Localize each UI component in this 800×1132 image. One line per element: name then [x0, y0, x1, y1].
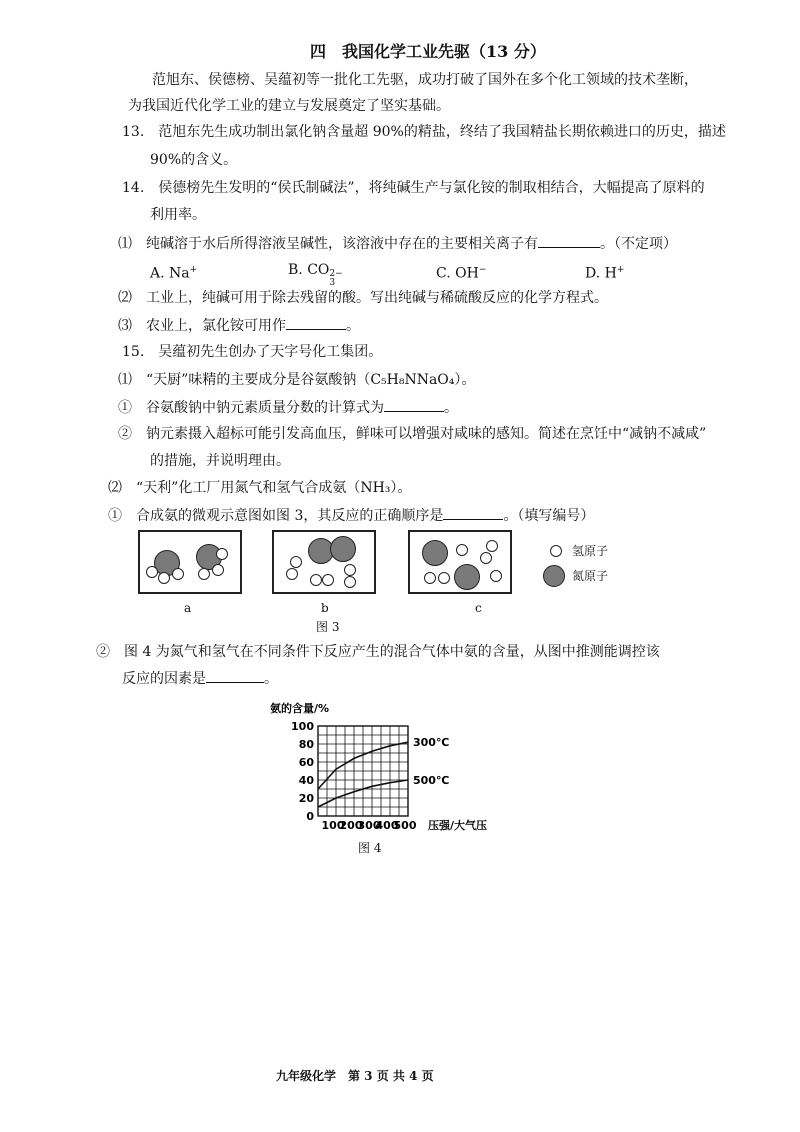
y-tick-label: 0 [306, 810, 314, 823]
diagram-label-b: b [321, 601, 329, 615]
question-15-1a [118, 397, 458, 418]
question-14-3 [118, 315, 360, 336]
question-15-2: ⑵ “天利”化工厂用氮气和氢气合成氨（NH₃）。 [108, 480, 412, 496]
chart-y-label: 氨的含量/% [270, 702, 330, 715]
diagram-label-c: c [475, 601, 482, 615]
question-14-2: ⑵ 工业上，纯碱可用于除去残留的酸。写出纯碱与稀硫酸反应的化学方程式。 [118, 290, 608, 306]
option-a[interactable]: A. Na+ [150, 265, 198, 282]
question-15-1: ⑴ “天厨”味精的主要成分是谷氨酸钠（C₅H₈NNaO₄）。 [118, 372, 476, 388]
answer-blank[interactable] [206, 668, 264, 683]
figure-caption: 图 4 [358, 841, 382, 855]
section-intro: 范旭东、侯德榜、吴蕴初等一批化工先驱，成功打破了国外在多个化工领域的技术垄断， [152, 72, 698, 88]
hydrogen-atom [490, 570, 502, 582]
hydrogen-atom [290, 556, 302, 568]
hydrogen-atom [212, 564, 224, 576]
x-tick-label: 400 [375, 819, 399, 832]
question-15-2b: ② 图 4 为氮气和氢气在不同条件下反应产生的混合气体中氨的含量，从图中推测能调控该 [96, 644, 660, 660]
x-tick-label: 500 [393, 819, 417, 832]
nitrogen-atom [454, 564, 480, 590]
hydrogen-atom [310, 574, 322, 586]
hydrogen-atom [424, 572, 436, 584]
answer-blank[interactable] [443, 505, 503, 520]
series-label: 500℃ [413, 774, 450, 787]
nitrogen-atom [422, 540, 448, 566]
hydrogen-atom [480, 552, 492, 564]
y-tick-label: 40 [298, 774, 314, 787]
page-footer: 九年级化学 第 3 页 共 4 页 [276, 1069, 434, 1083]
option-c[interactable]: C. OH− [436, 265, 487, 282]
question-text: 。（填写编号） [503, 508, 595, 524]
option-b[interactable]: B. CO 2− 3 [288, 262, 343, 288]
x-tick-label: 300 [357, 819, 381, 832]
hydrogen-atom [158, 572, 170, 584]
question-text: 。 [264, 671, 278, 687]
x-tick-label: 200 [339, 819, 363, 832]
question-text: ⑶ 农业上，氯化铵可用作 [118, 318, 286, 334]
hydrogen-atom [286, 568, 298, 580]
hydrogen-atom [456, 544, 468, 556]
answer-blank[interactable] [384, 397, 444, 412]
hydrogen-atom [438, 572, 450, 584]
question-text: ⑴ 纯碱溶于水后所得溶液呈碱性，该溶液中存在的主要相关离子有 [118, 236, 538, 252]
diagram-label-a: a [184, 601, 192, 615]
question-text: 。 [346, 318, 360, 334]
hydrogen-atom [146, 566, 158, 578]
answer-blank[interactable] [286, 315, 346, 330]
diagram-box-c [408, 530, 512, 594]
diagram-box-b [272, 530, 376, 594]
ammonia-yield-chart [262, 698, 512, 838]
question-13-cont: 90%的含义。 [150, 152, 238, 168]
legend-hydrogen-label: 氢原子 [572, 544, 609, 558]
diagram-box-a [138, 530, 242, 594]
chart-x-label: 压强/大气压 [428, 819, 488, 832]
question-15-2b-cont [122, 668, 278, 689]
question-text: 。 [444, 400, 458, 416]
question-15-1b: ② 钠元素摄入超标可能引发高血压，鲜味可以增强对咸味的感知。简述在烹饪中“减钠不减咸” [118, 426, 707, 442]
series-label: 300℃ [413, 736, 450, 750]
question-14-cont: 利用率。 [150, 207, 206, 223]
legend-nitrogen-icon [543, 565, 565, 587]
question-text: ① 合成氨的微观示意图如图 3，其反应的正确顺序是 [108, 508, 444, 524]
y-tick-label: 60 [298, 756, 314, 769]
hydrogen-atom [216, 548, 228, 560]
question-15-2a [108, 505, 594, 526]
nitrogen-atom [330, 536, 356, 562]
legend-hydrogen-icon [550, 545, 562, 557]
hydrogen-atom [486, 540, 498, 552]
question-14: 14. 侯德榜先生发明的“侯氏制碱法”，将纯碱生产与氯化铵的制取相结合，大幅提高了原料的 [122, 180, 705, 196]
y-tick-label: 80 [298, 738, 314, 751]
section-title: 四 我国化学工业先驱（13 分） [310, 42, 546, 61]
question-15: 15. 吴蕴初先生创办了天字号化工集团。 [122, 344, 383, 360]
question-13: 13. 范旭东先生成功制出氯化钠含量超 90%的精盐，终结了我国精盐长期依赖进口的历史，描述 [122, 124, 726, 140]
y-tick-label: 20 [298, 792, 314, 805]
x-tick-label: 100 [321, 819, 345, 832]
question-15-1b-cont: 的措施，并说明理由。 [150, 453, 290, 469]
figure-caption: 图 3 [316, 620, 340, 634]
question-14-1 [118, 233, 677, 254]
hydrogen-atom [198, 568, 210, 580]
y-tick-label: 100 [291, 720, 314, 733]
section-intro: 为我国近代化学工业的建立与发展奠定了坚实基础。 [128, 98, 450, 114]
option-d[interactable]: D. H+ [585, 265, 625, 282]
hydrogen-atom [344, 564, 356, 576]
hydrogen-atom [172, 568, 184, 580]
answer-blank[interactable] [538, 233, 600, 248]
hydrogen-atom [322, 574, 334, 586]
question-text: 反应的因素是 [122, 671, 206, 687]
question-text: 。（不定项） [600, 236, 677, 252]
hydrogen-atom [344, 576, 356, 588]
legend-nitrogen-label: 氮原子 [572, 569, 609, 583]
question-text: ① 谷氨酸钠中钠元素质量分数的计算式为 [118, 400, 384, 416]
